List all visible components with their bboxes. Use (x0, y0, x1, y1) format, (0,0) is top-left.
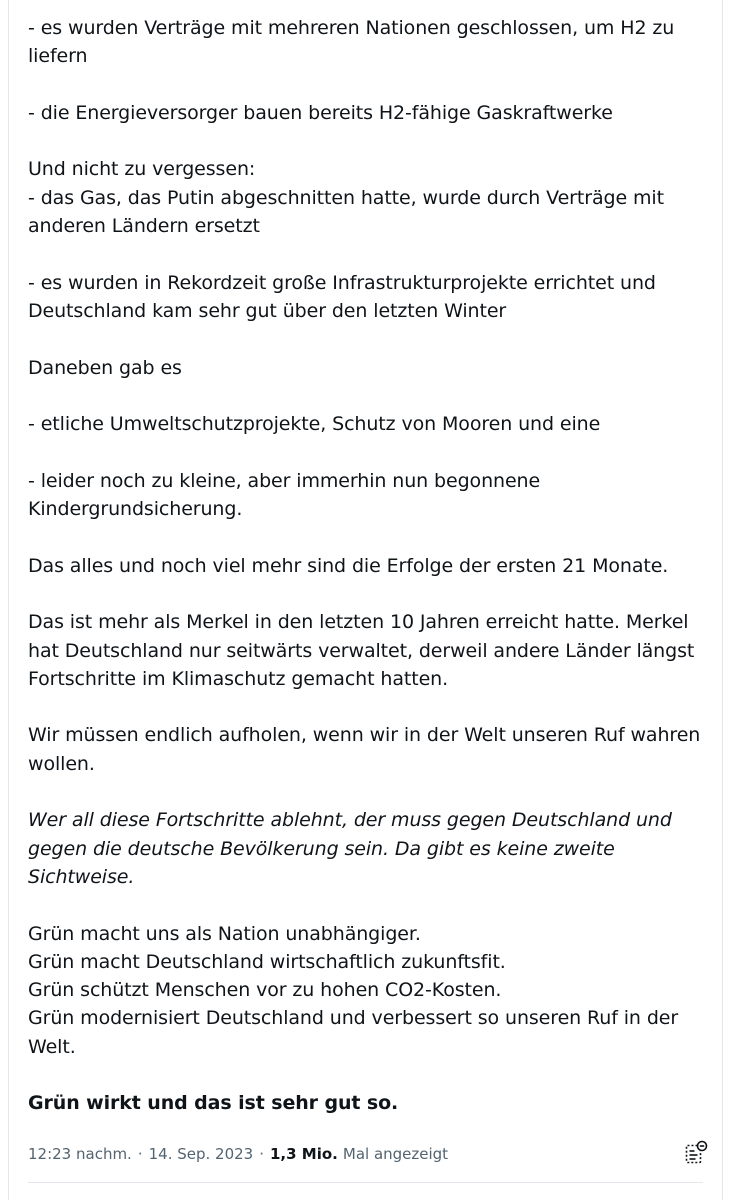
tweet-paragraph: - die Energieversorger bauen bereits H2-fähige Gaskraftwerke (28, 101, 613, 124)
tweet-meta (28, 1142, 700, 1166)
tweet-paragraph: Grün macht uns als Nation unabhängiger. Grün macht Deutschland wirtschaftlich zukunftsfit. Grün schützt Menschen vor zu hohen CO2-Kosten. Grün modernisiert Deutschland und verbessert so unseren Ruf in der Welt. (28, 922, 679, 1058)
views-count: 1,3 Mio. (270, 1145, 338, 1163)
tweet-paragraph: - es wurden in Rekordzeit große Infrastrukturprojekte errichtet und Deutschland kam sehr gut über den letzten Winter (28, 271, 656, 322)
meta-separator: · (137, 1145, 143, 1163)
views-label: Mal angezeigt (342, 1145, 449, 1163)
tweet-time[interactable]: 12:23 nachm. (28, 1145, 132, 1163)
meta-separator: · (259, 1145, 264, 1163)
analytics-icon[interactable] (684, 1140, 708, 1166)
tweet-paragraph: Daneben gab es (28, 356, 182, 379)
tweet-paragraph: - es wurden Verträge mit mehreren Nationen geschlossen, um H2 zu liefern (28, 17, 675, 68)
tweet-date[interactable]: 14. Sep. 2023 (148, 1145, 254, 1163)
tweet-paragraph: - leider noch zu kleine, aber immerhin nun begonnene Kindergrundsicherung. (28, 469, 541, 521)
tweet-paragraph: Und nicht zu vergessen: - das Gas, das Putin abgeschnitten hatte, wurde durch Verträge mit anderen Ländern ersetzt (28, 158, 664, 238)
tweet-paragraph: - etliche Umweltschutzprojekte, Schutz von Mooren und eine (28, 413, 601, 436)
tweet-paragraph: Wir müssen endlich aufholen, wenn wir in der Welt unseren Ruf wahren wollen. (28, 724, 701, 775)
tweet-paragraph: Das ist mehr als Merkel in den letzten 10 Jahren erreicht hatte. Merkel hat Deutschland nur seitwärts verwaltet, derweil andere Länder längst Fortschritte im Klimaschutz gemacht hatten. (28, 611, 695, 690)
tweet-paragraph-bold: Grün wirkt und das ist sehr gut so. (28, 1092, 399, 1115)
tweet-text (28, 14, 708, 1146)
tweet-paragraph-italic: Wer all diese Fortschritte ablehnt, der muss gegen Deutschland und gegen die deutsche Bevölkerung sein. Da gibt es keine zweite Sichtweise. (28, 809, 672, 888)
tweet-paragraph: Das alles und noch viel mehr sind die Erfolge der ersten 21 Monate. (28, 554, 669, 577)
divider (28, 1182, 703, 1183)
